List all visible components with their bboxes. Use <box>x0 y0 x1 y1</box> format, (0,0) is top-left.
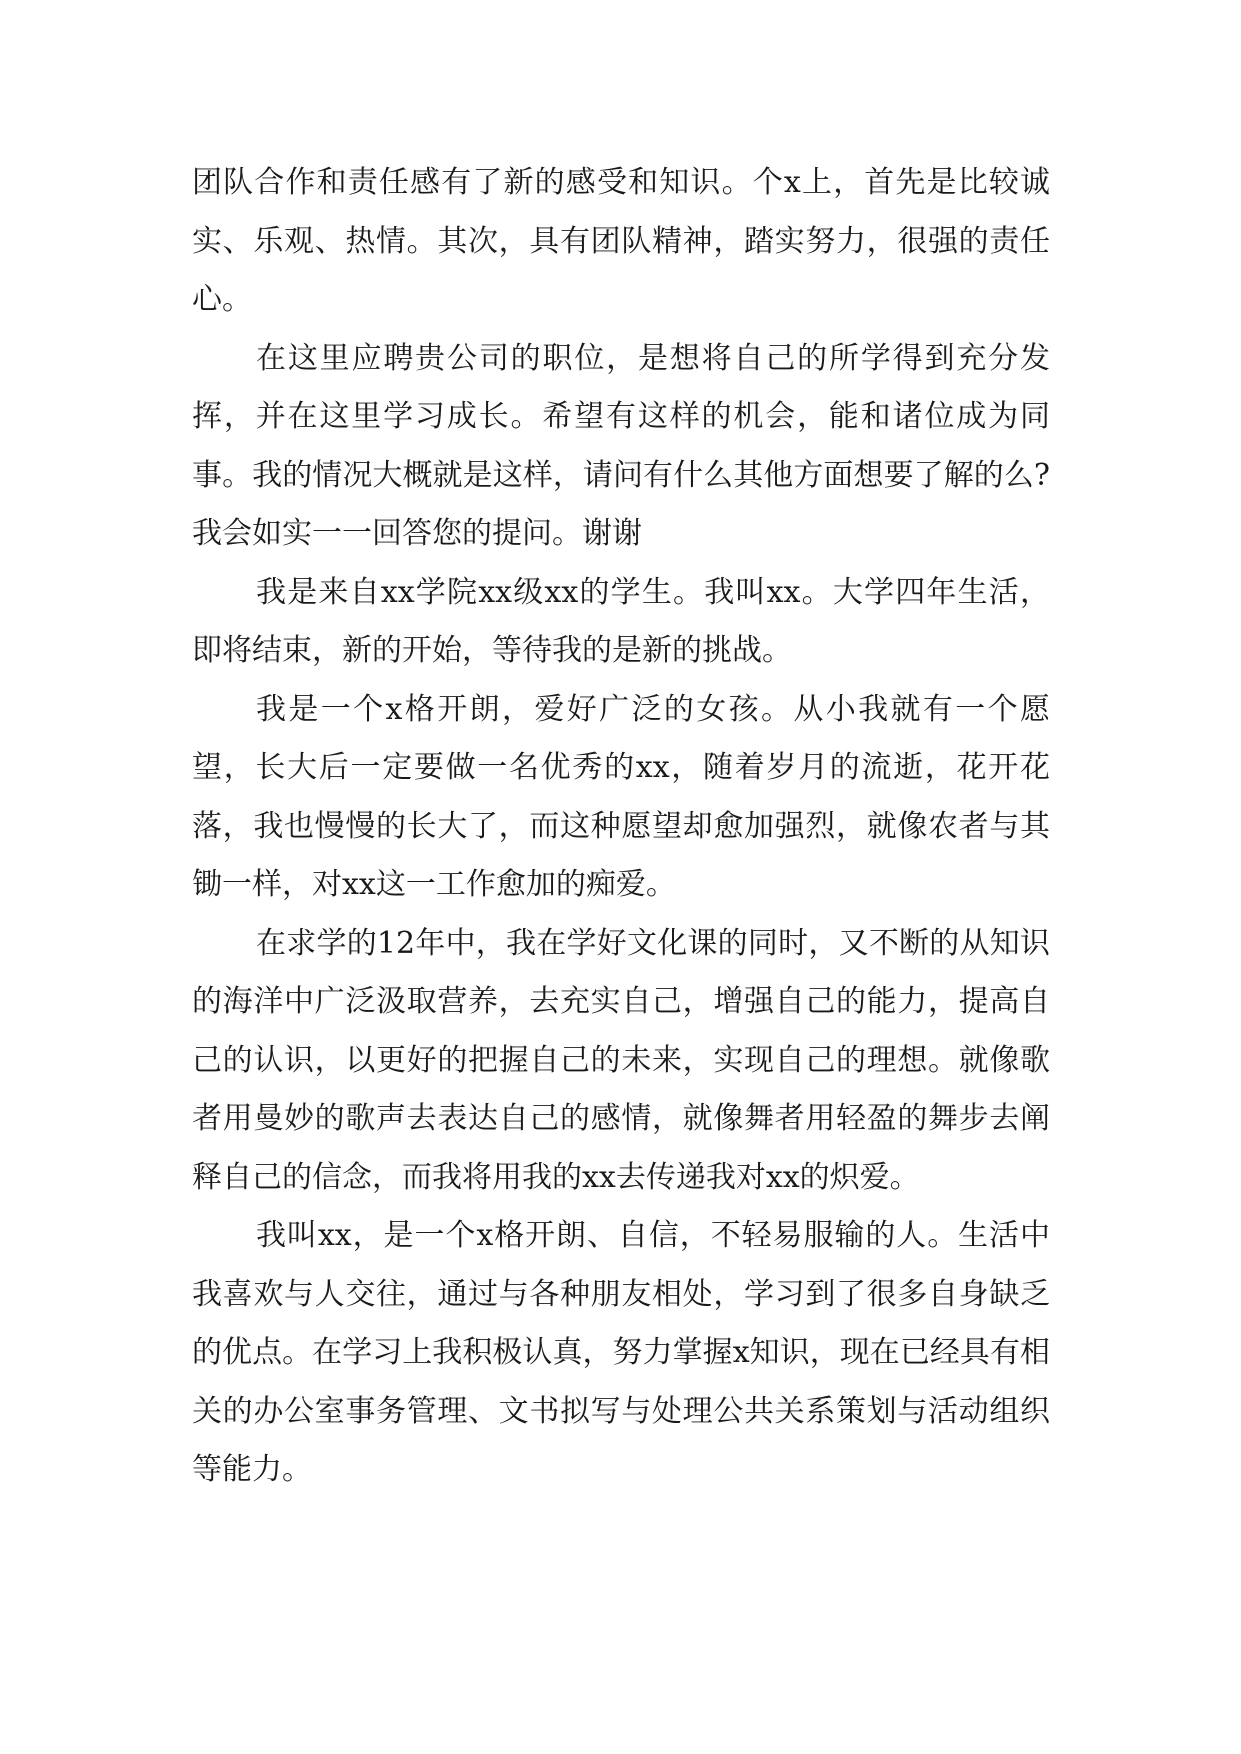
paragraph-5: 在求学的12年中，我在学好文化课的同时，又不断的从知识的海洋中广泛汲取营养，去充实自己，增强自己的能力，提高自己的认识，以更好的把握自己的未来，实现自己的理想。就像歌者用曼妙的歌声去表达自己的感情，就像舞者用轻盈的舞步去阐释自己的信念，而我将用我的xx去传递我对xx的炽爱。 <box>192 925 1050 1195</box>
document-body <box>192 154 1050 1500</box>
paragraph-6: 我叫xx，是一个x格开朗、自信，不轻易服输的人。生活中我喜欢与人交往，通过与各种朋友相处，学习到了很多自身缺乏的优点。在学习上我积极认真，努力掌握x知识，现在已经具有相关的办公室事务管理、文书拟写与处理公共关系策划与活动组织等能力。 <box>192 1218 1050 1487</box>
paragraph-3: 我是来自xx学院xx级xx的学生。我叫xx。大学四年生活，即将结束，新的开始，等待我的是新的挑战。 <box>192 574 1050 668</box>
paragraph-1: 团队合作和责任感有了新的感受和知识。个x上，首先是比较诚实、乐观、热情。其次，具有团队精神，踏实努力，很强的责任心。 <box>192 165 1050 317</box>
paragraph-2: 在这里应聘贵公司的职位，是想将自己的所学得到充分发挥，并在这里学习成长。希望有这样的机会，能和诸位成为同事。我的情况大概就是这样，请问有什么其他方面想要了解的么?我会如实一一回答您的提问。谢谢 <box>192 340 1050 551</box>
paragraph-4: 我是一个x格开朗，爱好广泛的女孩。从小我就有一个愿望，长大后一定要做一名优秀的xx，随着岁月的流逝，花开花落，我也慢慢的长大了，而这种愿望却愈加强烈，就像农者与其锄一样，对xx这一工作愈加的痴爱。 <box>192 691 1050 902</box>
